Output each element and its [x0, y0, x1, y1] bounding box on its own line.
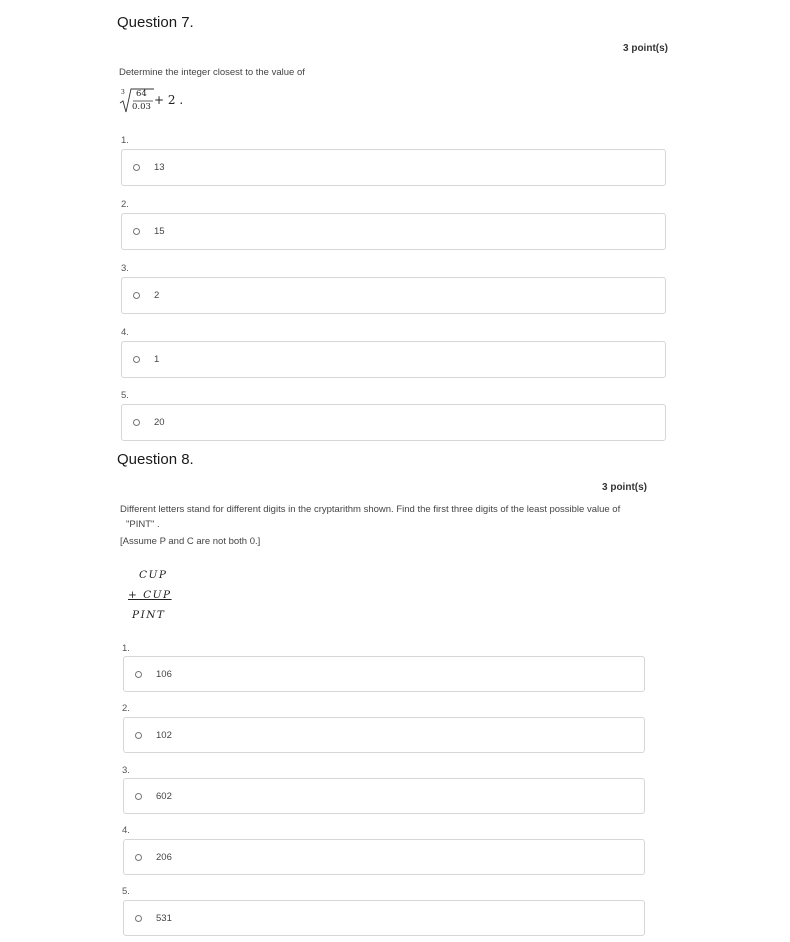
option-number: 5. [122, 886, 130, 897]
option-label: 13 [154, 162, 165, 173]
option-label: 531 [156, 913, 172, 924]
radio-icon[interactable] [135, 915, 142, 922]
option-label: 102 [156, 730, 172, 741]
radio-icon[interactable] [133, 356, 140, 363]
expression-suffix: + 2 . [154, 93, 184, 107]
question-prompt-continued: "PINT" . [126, 519, 160, 530]
fraction-numerator: 64 [136, 89, 147, 99]
option-label: 1 [154, 354, 160, 365]
option-number: 1. [122, 643, 130, 654]
radio-icon[interactable] [133, 292, 140, 299]
option-label: 2 [154, 290, 160, 301]
answer-option-2[interactable] [121, 213, 666, 250]
option-number: 4. [121, 327, 129, 338]
option-number: 1. [121, 135, 129, 146]
radio-icon[interactable] [135, 793, 142, 800]
option-number: 2. [121, 199, 129, 210]
answer-option-4[interactable] [123, 839, 645, 875]
cryptarithm-line-1: CUP [139, 569, 168, 581]
points-badge: 3 point(s) [602, 482, 647, 493]
question-prompt: Determine the integer closest to the value of [119, 67, 305, 78]
option-number: 5. [121, 390, 129, 401]
radio-icon[interactable] [133, 419, 140, 426]
answer-option-4[interactable] [121, 341, 666, 378]
option-number: 3. [122, 765, 130, 776]
option-label: 106 [156, 669, 172, 680]
answer-option-5[interactable] [121, 404, 666, 441]
question-prompt: Different letters stand for different digits in the cryptarithm shown. Find the first three digits of the least possible value of [120, 504, 621, 515]
option-label: 20 [154, 417, 165, 428]
answer-option-5[interactable] [123, 900, 645, 936]
option-label: 15 [154, 226, 165, 237]
radio-icon[interactable] [135, 854, 142, 861]
option-number: 2. [122, 703, 130, 714]
answer-option-1[interactable] [121, 149, 666, 186]
answer-option-3[interactable] [123, 778, 645, 814]
option-number: 4. [122, 825, 130, 836]
cryptarithm-line-2: + CUP [128, 589, 172, 601]
option-label: 602 [156, 791, 172, 802]
root-index: 3 [121, 89, 125, 96]
question-title: Question 8. [117, 451, 194, 468]
answer-option-2[interactable] [123, 717, 645, 753]
points-badge: 3 point(s) [623, 43, 668, 54]
radio-icon[interactable] [133, 164, 140, 171]
fraction-denominator: 0.03 [132, 102, 151, 112]
radio-icon[interactable] [135, 732, 142, 739]
answer-option-1[interactable] [123, 656, 645, 692]
question-title: Question 7. [117, 14, 194, 31]
answer-option-3[interactable] [121, 277, 666, 314]
option-number: 3. [121, 263, 129, 274]
cryptarithm-line-3: PINT [132, 609, 166, 621]
question-assumption: [Assume P and C are not both 0.] [120, 536, 261, 547]
option-label: 206 [156, 852, 172, 863]
radio-icon[interactable] [135, 671, 142, 678]
radio-icon[interactable] [133, 228, 140, 235]
